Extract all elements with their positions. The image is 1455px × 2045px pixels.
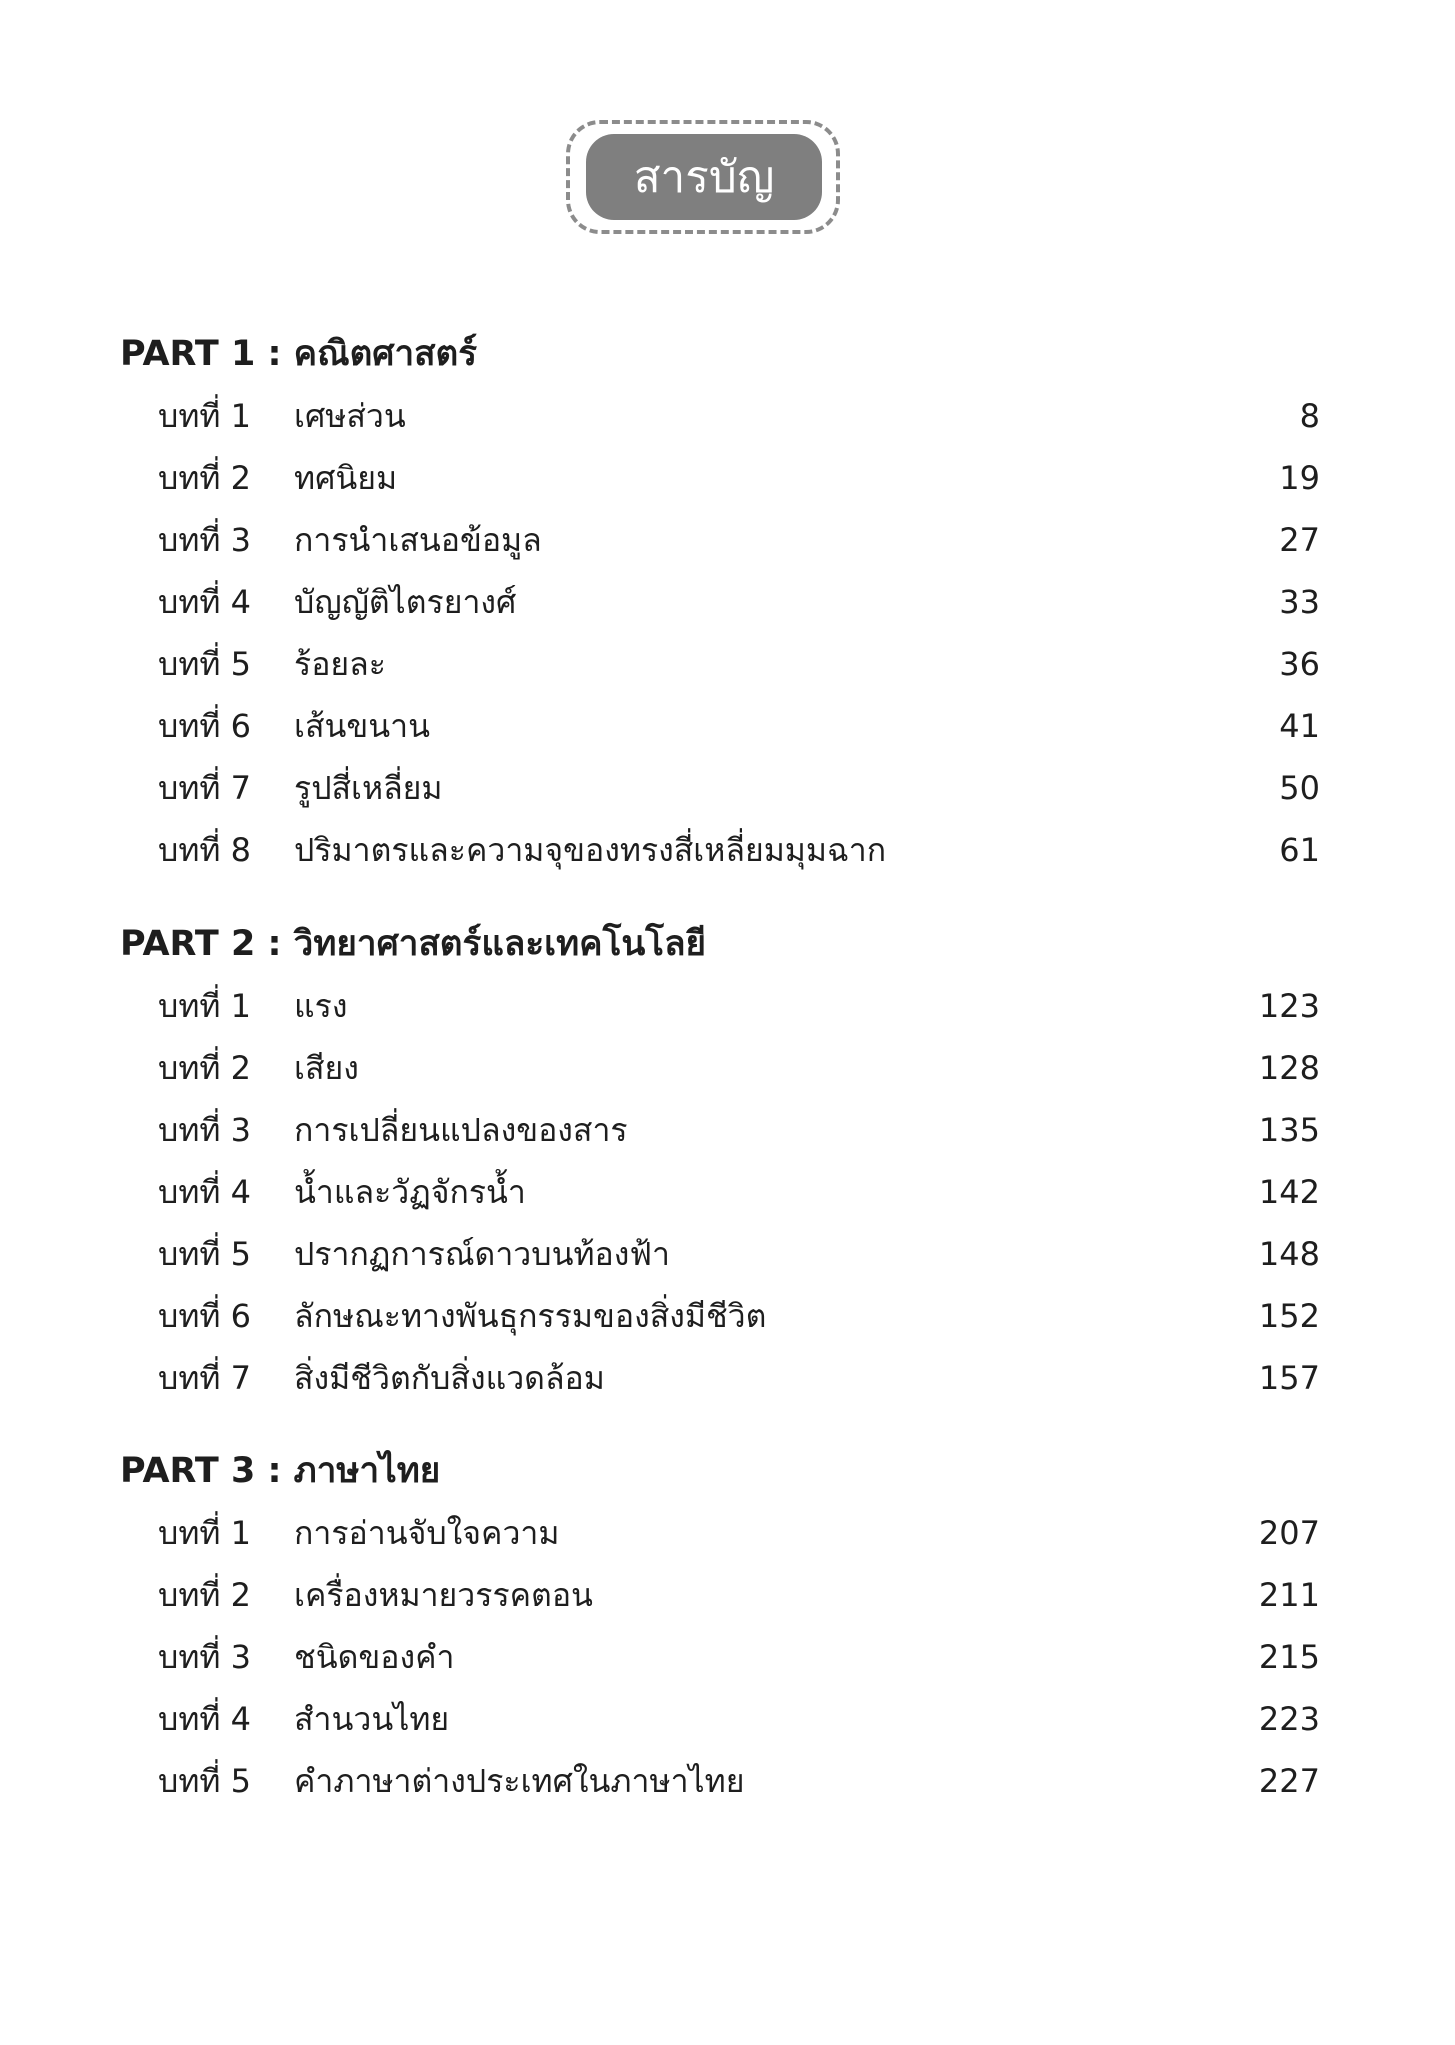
- chapter-title: ร้อยละ: [294, 645, 386, 683]
- toc-entry: [120, 510, 1320, 570]
- chapter-title: เส้นขนาน: [294, 707, 430, 745]
- chapter-label: บทที่ 1: [158, 987, 252, 1025]
- chapter-page-number: 33: [1279, 583, 1320, 621]
- page-title: สารบัญ: [586, 134, 822, 220]
- chapter-title: การอ่านจับใจความ: [294, 1514, 560, 1552]
- chapter-page-number: 215: [1258, 1638, 1320, 1676]
- toc-entry: [120, 1100, 1320, 1160]
- chapter-title: คำภาษาต่างประเทศในภาษาไทย: [294, 1762, 745, 1800]
- chapter-title: แรง: [294, 987, 348, 1025]
- chapter-title: สำนวนไทย: [294, 1700, 450, 1738]
- chapter-page-number: 157: [1258, 1359, 1320, 1397]
- chapter-label: บทที่ 6: [158, 1297, 252, 1335]
- chapter-page-number: 50: [1279, 769, 1320, 807]
- chapter-title: ทศนิยม: [294, 459, 398, 497]
- chapter-page-number: 207: [1258, 1514, 1320, 1552]
- chapter-label: บทที่ 2: [158, 1049, 252, 1087]
- chapter-page-number: 36: [1279, 645, 1320, 683]
- chapter-title: ชนิดของคำ: [294, 1638, 455, 1676]
- chapter-page-number: 41: [1279, 707, 1320, 745]
- toc-entry: [120, 696, 1320, 756]
- chapter-title: ลักษณะทางพันธุกรรมของสิ่งมีชีวิต: [294, 1297, 767, 1335]
- chapter-label: บทที่ 2: [158, 1576, 252, 1614]
- toc-entry: [120, 820, 1320, 880]
- chapter-label: บทที่ 3: [158, 521, 252, 559]
- chapter-page-number: 223: [1258, 1700, 1320, 1738]
- toc-entry: [120, 1224, 1320, 1284]
- chapter-title: น้ำและวัฏจักรน้ำ: [294, 1173, 526, 1211]
- chapter-label: บทที่ 1: [158, 1514, 252, 1552]
- part-heading: PART 3 : ภาษาไทย: [120, 1451, 441, 1491]
- chapter-title: รูปสี่เหลี่ยม: [294, 769, 443, 807]
- chapter-title: เสียง: [294, 1049, 359, 1087]
- chapter-label: บทที่ 4: [158, 583, 252, 621]
- chapter-page-number: 142: [1258, 1173, 1320, 1211]
- chapter-page-number: 19: [1279, 459, 1320, 497]
- chapter-label: บทที่ 3: [158, 1638, 252, 1676]
- chapter-label: บทที่ 6: [158, 707, 252, 745]
- toc-entry: [120, 1751, 1320, 1811]
- chapter-label: บทที่ 7: [158, 769, 252, 807]
- toc-entry: [120, 1627, 1320, 1687]
- chapter-label: บทที่ 5: [158, 1235, 252, 1273]
- chapter-label: บทที่ 8: [158, 831, 252, 869]
- toc-entry: [120, 572, 1320, 632]
- toc-entry: [120, 1503, 1320, 1563]
- chapter-label: บทที่ 5: [158, 645, 252, 683]
- toc-entry: [120, 976, 1320, 1036]
- chapter-title: การเปลี่ยนแปลงของสาร: [294, 1111, 628, 1149]
- toc-entry: [120, 1038, 1320, 1098]
- toc-entry: [120, 1348, 1320, 1408]
- toc-entry: [120, 1286, 1320, 1346]
- chapter-title: สิ่งมีชีวิตกับสิ่งแวดล้อม: [294, 1359, 605, 1397]
- chapter-page-number: 27: [1279, 521, 1320, 559]
- chapter-page-number: 152: [1258, 1297, 1320, 1335]
- chapter-title: บัญญัติไตรยางศ์: [294, 583, 517, 621]
- chapter-title: เครื่องหมายวรรคตอน: [294, 1576, 593, 1614]
- part-heading: PART 1 : คณิตศาสตร์: [120, 334, 478, 374]
- chapter-page-number: 135: [1258, 1111, 1320, 1149]
- toc-entry: [120, 1689, 1320, 1749]
- chapter-page-number: 128: [1258, 1049, 1320, 1087]
- chapter-title: ปรากฏการณ์ดาวบนท้องฟ้า: [294, 1235, 671, 1273]
- chapter-page-number: 227: [1258, 1762, 1320, 1800]
- part-heading: PART 2 : วิทยาศาสตร์และเทคโนโลยี: [120, 924, 707, 964]
- chapter-title: การนำเสนอข้อมูล: [294, 521, 542, 559]
- chapter-title: ปริมาตรและความจุของทรงสี่เหลี่ยมมุมฉาก: [294, 831, 887, 869]
- chapter-page-number: 148: [1258, 1235, 1320, 1273]
- toc-entry: [120, 386, 1320, 446]
- chapter-label: บทที่ 5: [158, 1762, 252, 1800]
- chapter-label: บทที่ 3: [158, 1111, 252, 1149]
- chapter-page-number: 211: [1258, 1576, 1320, 1614]
- chapter-page-number: 123: [1258, 987, 1320, 1025]
- chapter-title: เศษส่วน: [294, 397, 406, 435]
- chapter-label: บทที่ 2: [158, 459, 252, 497]
- chapter-label: บทที่ 7: [158, 1359, 252, 1397]
- chapter-label: บทที่ 4: [158, 1173, 252, 1211]
- chapter-label: บทที่ 1: [158, 397, 252, 435]
- chapter-page-number: 61: [1279, 831, 1320, 869]
- chapter-page-number: 8: [1299, 397, 1320, 435]
- chapter-label: บทที่ 4: [158, 1700, 252, 1738]
- toc-entry: [120, 448, 1320, 508]
- toc-entry: [120, 634, 1320, 694]
- toc-entry: [120, 758, 1320, 818]
- toc-entry: [120, 1162, 1320, 1222]
- toc-entry: [120, 1565, 1320, 1625]
